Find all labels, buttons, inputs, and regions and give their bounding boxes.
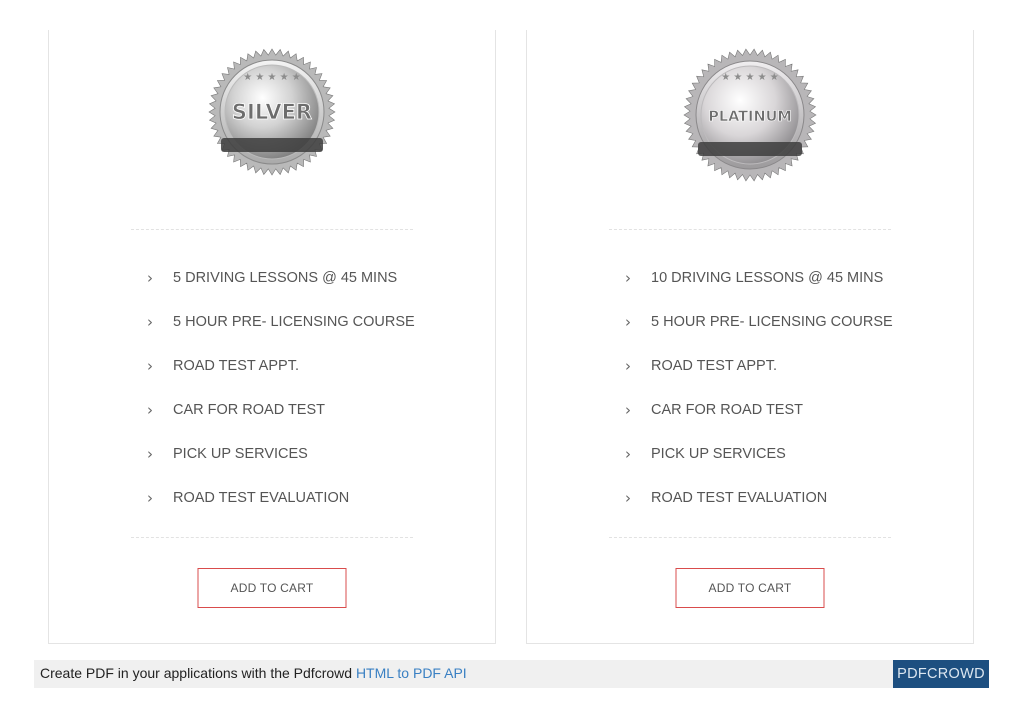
chevron-right-icon: › — [625, 401, 631, 419]
silver-badge-label: SILVER — [231, 100, 313, 124]
divider-top — [609, 229, 891, 230]
platinum-badge-icon — [682, 46, 818, 184]
platinum-badge-label: PLATINUM — [708, 109, 792, 125]
list-item: › CAR FOR ROAD TEST — [625, 401, 803, 419]
pricing-card-platinum — [526, 30, 974, 644]
list-item: › ROAD TEST EVALUATION — [625, 489, 828, 507]
feature-list — [625, 256, 893, 520]
feature-list — [147, 256, 415, 520]
silver-badge-icon — [207, 46, 337, 180]
divider-bottom — [609, 537, 891, 538]
list-item: › ROAD TEST APPT. — [625, 357, 777, 375]
list-item: › CAR FOR ROAD TEST — [147, 401, 325, 419]
list-item: › PICK UP SERVICES — [625, 445, 786, 463]
chevron-right-icon: › — [625, 269, 631, 287]
html-to-pdf-api-link[interactable]: HTML to PDF API — [355, 665, 467, 681]
banner-text: Create PDF in your applications with the Pdfcrowd HTML to PDF API — [40, 665, 467, 681]
list-item: › 10 DRIVING LESSONS @ 45 MINS — [625, 269, 884, 287]
chevron-right-icon: › — [147, 269, 153, 287]
list-item: › 5 HOUR PRE- LICENSING COURSE — [147, 313, 415, 331]
add-to-cart-button-platinum[interactable]: ADD TO CART — [676, 568, 825, 608]
pdfcrowd-banner — [34, 660, 989, 688]
list-item: › PICK UP SERVICES — [147, 445, 308, 463]
chevron-right-icon: › — [625, 313, 631, 331]
list-item: › 5 DRIVING LESSONS @ 45 MINS — [147, 269, 398, 287]
list-item: › ROAD TEST EVALUATION — [147, 489, 350, 507]
chevron-right-icon: › — [147, 445, 153, 463]
chevron-right-icon: › — [625, 489, 631, 507]
list-item: › ROAD TEST APPT. — [147, 357, 299, 375]
chevron-right-icon: › — [147, 313, 153, 331]
chevron-right-icon: › — [147, 489, 153, 507]
list-item: › 5 HOUR PRE- LICENSING COURSE — [625, 313, 893, 331]
chevron-right-icon: › — [625, 357, 631, 375]
divider-bottom — [131, 537, 413, 538]
divider-top — [131, 229, 413, 230]
add-to-cart-button-silver[interactable]: ADD TO CART — [198, 568, 347, 608]
chevron-right-icon: › — [625, 445, 631, 463]
svg-text:★ ★ ★ ★ ★: ★ ★ ★ ★ ★ — [721, 72, 779, 83]
chevron-right-icon: › — [147, 401, 153, 419]
chevron-right-icon: › — [147, 357, 153, 375]
pdfcrowd-brand-button[interactable]: PDFCROWD — [893, 660, 989, 688]
pricing-card-silver — [48, 30, 496, 644]
svg-text:★ ★ ★ ★ ★: ★ ★ ★ ★ ★ — [243, 72, 301, 83]
